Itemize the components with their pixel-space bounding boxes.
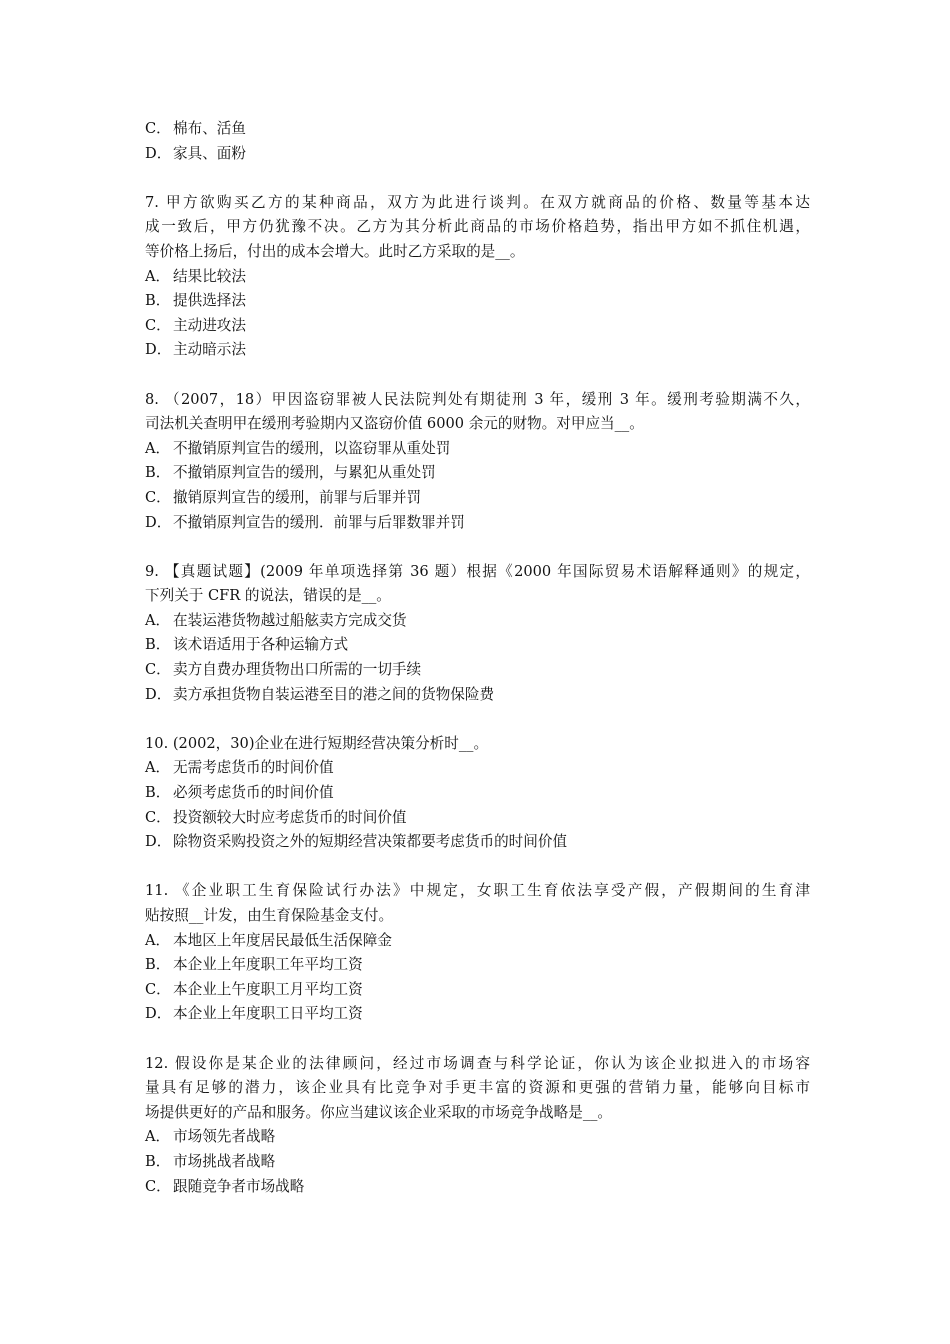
option-letter: B．: [145, 292, 171, 310]
option-letter: A．: [145, 931, 171, 949]
answer-option: [145, 289, 810, 314]
option-text: 市场挑战者战略: [173, 1152, 276, 1170]
option-text: 除物资采购投资之外的短期经营决策都要考虑货币的时间价值: [173, 833, 568, 851]
question-stem-line: 等价格上扬后，付出的成本会增大。此时乙方采取的是__。: [145, 242, 525, 260]
option-text: 本企业上年度职工日平均工资: [173, 1005, 363, 1023]
question-block: [145, 879, 810, 1027]
question-spacer: [145, 535, 810, 560]
question-stem-line: 8. （2007，18）甲因盗窃罪被人民法院判处有期徒刑 3 年，缓刑 3 年。缓刑考验期满不久，: [145, 390, 810, 408]
question-spacer: [145, 166, 810, 191]
answer-option: [145, 929, 810, 954]
option-letter: D．: [145, 685, 172, 703]
question-spacer: [145, 1027, 810, 1052]
answer-option: [145, 609, 810, 634]
question-stem-line: 11. 《企业职工生育保险试行办法》中规定，女职工生育依法享受产假，产假期间的生育津: [145, 882, 810, 900]
question-spacer: [145, 363, 810, 388]
option-letter: C．: [145, 1177, 171, 1195]
option-letter: A．: [145, 267, 171, 285]
question-block: [145, 560, 810, 708]
option-letter: B．: [145, 784, 171, 802]
option-text: 市场领先者战略: [173, 1128, 276, 1146]
option-letter: D．: [145, 341, 172, 359]
answer-option: [145, 338, 810, 363]
option-text: 本地区上年度居民最低生活保障金: [173, 931, 392, 949]
option-letter: C．: [145, 980, 171, 998]
option-letter: A．: [145, 759, 171, 777]
option-letter: A．: [145, 611, 171, 629]
option-letter: C．: [145, 316, 171, 334]
answer-option: [145, 1150, 810, 1175]
answer-option: [145, 978, 810, 1003]
answer-option: [145, 658, 810, 683]
answer-option: [145, 683, 810, 708]
option-text: 必须考虑货币的时间价值: [173, 784, 334, 802]
question-block: [145, 191, 810, 363]
answer-option: [145, 314, 810, 339]
option-text: 主动暗示法: [173, 341, 246, 359]
option-text: 跟随竞争者市场战略: [173, 1177, 305, 1195]
option-text: 投资额较大时应考虑货币的时间价值: [173, 808, 407, 826]
option-text: 卖方承担货物自装运港至目的港之间的货物保险费: [173, 685, 495, 703]
option-text: 提供选择法: [173, 292, 246, 310]
option-letter: C．: [145, 120, 171, 137]
question-stem-line: 司法机关查明甲在缓刑考验期内又盗窃价值 6000 余元的财物。对甲应当__。: [145, 415, 644, 433]
answer-option: [145, 117, 810, 142]
answer-option: [145, 830, 810, 855]
answer-option: [145, 461, 810, 486]
option-text: 卖方自费办理货物出口所需的一切手续: [173, 661, 422, 679]
question-block: [145, 388, 810, 536]
answer-option: [145, 486, 810, 511]
option-letter: D．: [145, 833, 172, 851]
option-letter: D．: [145, 513, 172, 531]
answer-option: [145, 781, 810, 806]
option-text: 不撤销原判宣告的缓刑，与累犯从重处罚: [173, 464, 436, 482]
option-text: 撤销原判宣告的缓刑，前罪与后罪并罚: [173, 488, 422, 506]
question-stem-line: 10. (2002，30)企业在进行短期经营决策分析时__。: [145, 734, 489, 752]
option-letter: B．: [145, 636, 171, 654]
option-letter: C．: [145, 488, 171, 506]
answer-option: [145, 437, 810, 462]
answer-option: [145, 1125, 810, 1150]
question-stem-line: 9. 【真题试题】(2009 年单项选择第 36 题）根据《2000 年国际贸易术语解释通则》的规定，: [145, 562, 810, 580]
option-text: 结果比较法: [173, 267, 246, 285]
question-block: [145, 117, 810, 166]
option-text: 棉布、活鱼: [173, 120, 246, 137]
answer-option: [145, 953, 810, 978]
option-text: 该术语适用于各种运输方式: [173, 636, 349, 654]
option-letter: B．: [145, 464, 171, 482]
option-text: 本企业上年度职工年平均工资: [173, 956, 363, 974]
answer-option: [145, 806, 810, 831]
question-block: [145, 1052, 810, 1200]
option-letter: B．: [145, 1152, 171, 1170]
option-text: 无需考虑货币的时间价值: [173, 759, 334, 777]
question-spacer: [145, 855, 810, 880]
option-text: 不撤销原判宣告的缓刑．前罪与后罪数罪并罚: [173, 513, 465, 531]
question-stem-line: 12. 假设你是某企业的法律顾问，经过市场调查与科学论证，你认为该企业拟进入的市场容: [145, 1054, 810, 1072]
question-stem-line: 成一致后，甲方仍犹豫不决。乙方为其分析此商品的市场价格趋势，指出甲方如不抓住机遇，: [145, 218, 810, 236]
document-page: [145, 117, 810, 1199]
option-letter: A．: [145, 1128, 171, 1146]
answer-option: [145, 1175, 810, 1200]
option-letter: D．: [145, 1005, 172, 1023]
option-text: 不撤销原判宣告的缓刑，以盗窃罪从重处罚: [173, 439, 451, 457]
option-letter: D．: [145, 144, 172, 162]
question-stem-line: 量具有足够的潜力，该企业具有比竞争对手更丰富的资源和更强的营销力量，能够向目标市: [145, 1079, 810, 1097]
question-stem-line: 下列关于 CFR 的说法，错误的是__。: [145, 587, 391, 605]
answer-option: [145, 633, 810, 658]
question-block: [145, 732, 810, 855]
answer-option: [145, 511, 810, 536]
answer-option: [145, 756, 810, 781]
question-spacer: [145, 707, 810, 732]
option-text: 本企业上午度职工月平均工资: [173, 980, 363, 998]
option-letter: C．: [145, 661, 171, 679]
question-stem-line: 贴按照__计发，由生育保险基金支付。: [145, 907, 394, 924]
answer-option: [145, 1002, 810, 1027]
answer-option: [145, 265, 810, 290]
question-stem-line: 场提供更好的产品和服务。你应当建议该企业采取的市场竞争战略是__。: [145, 1103, 613, 1121]
option-letter: A．: [145, 439, 171, 457]
option-text: 主动进攻法: [173, 316, 246, 334]
question-stem-line: 7. 甲方欲购买乙方的某种商品，双方为此进行谈判。在双方就商品的价格、数量等基本达: [145, 193, 810, 211]
option-text: 家具、面粉: [173, 144, 246, 162]
option-text: 在装运港货物越过船舷卖方完成交货: [173, 611, 407, 629]
option-letter: C．: [145, 808, 171, 826]
answer-option: [145, 142, 810, 167]
option-letter: B．: [145, 956, 171, 974]
